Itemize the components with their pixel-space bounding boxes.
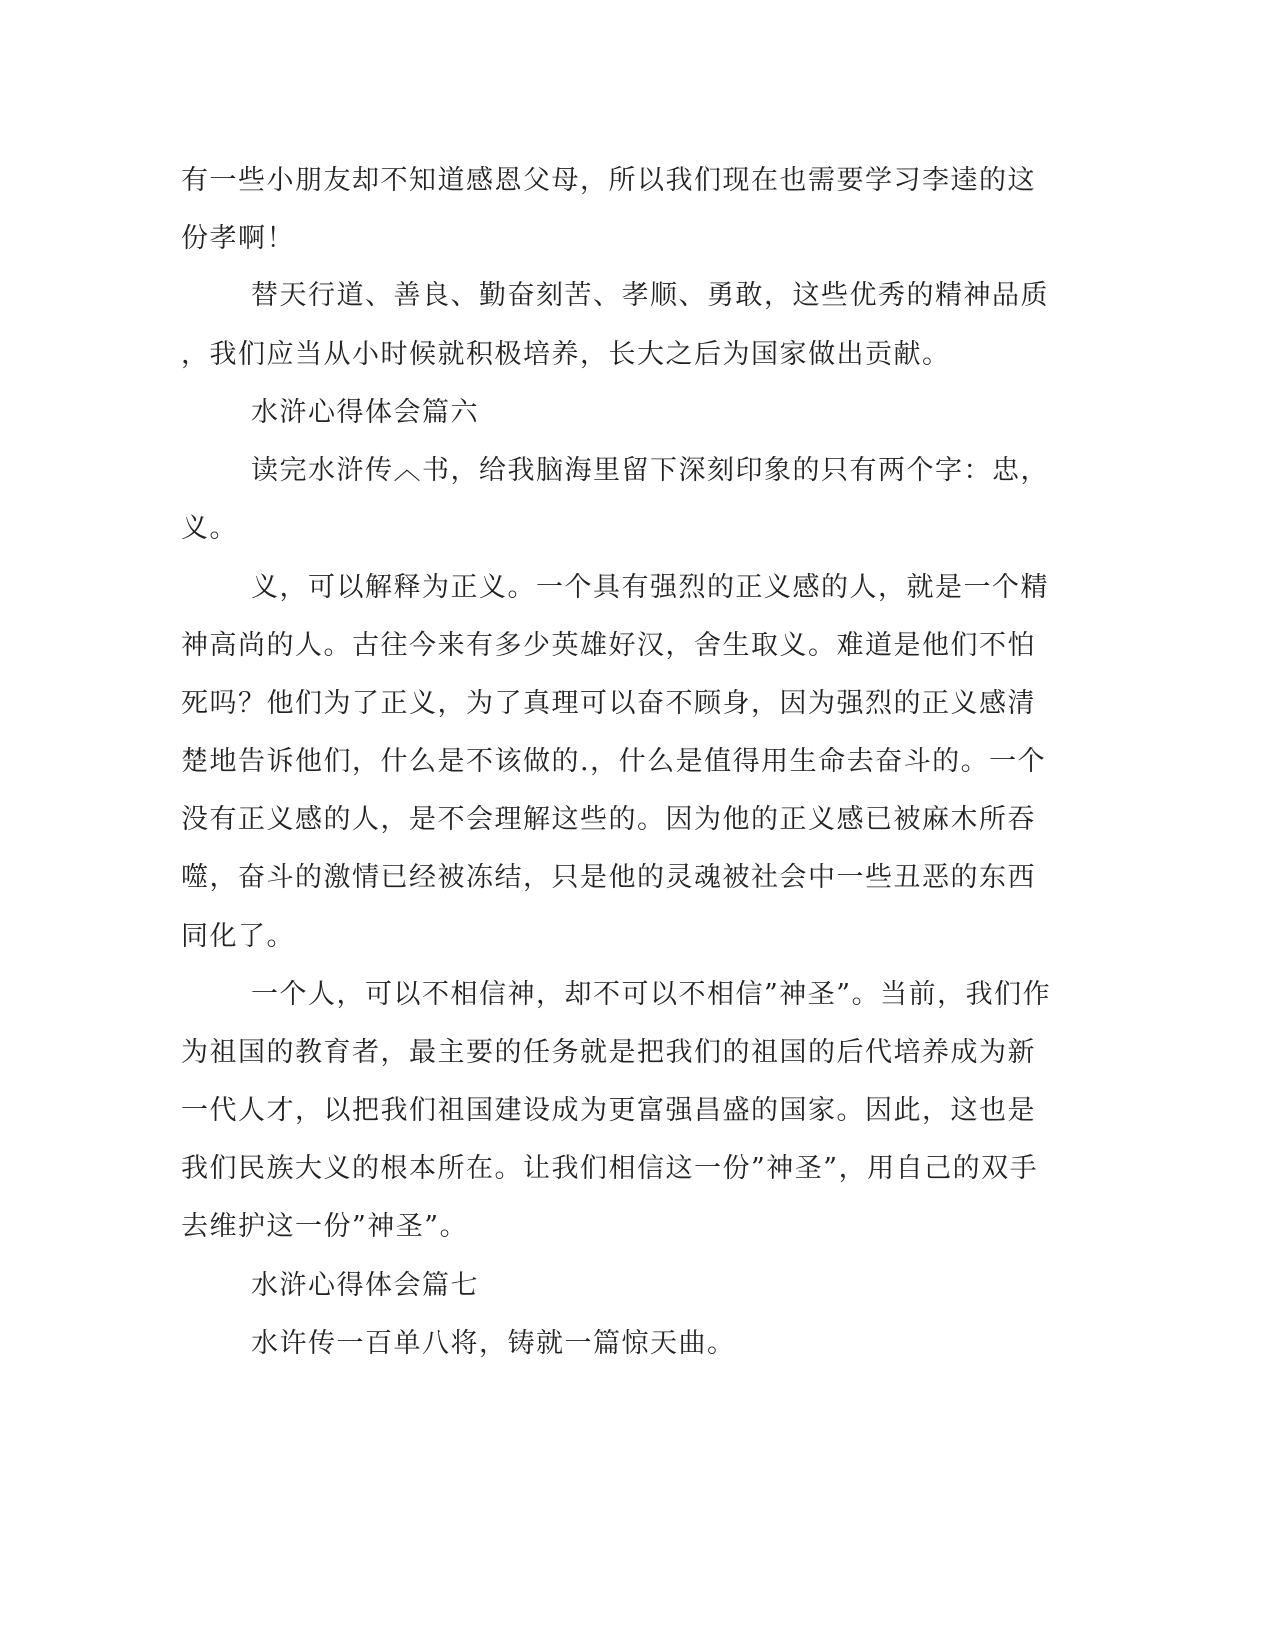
text-line: 读完水浒传︿书，给我脑海里留下深刻印象的只有两个字：忠， [251, 455, 1049, 486]
text-line: 死吗？他们为了正义，为了真理可以奋不顾身，因为强烈的正义感清 [181, 688, 1036, 719]
text-line: 楚地告诉他们，什么是不该做的.，什么是值得用生命去奋斗的。一个 [181, 746, 1047, 777]
text-line: 份孝啊！ [181, 223, 295, 254]
section-heading: 水浒心得体会篇七 [251, 1270, 479, 1301]
text-line: 义，可以解释为正义。一个具有强烈的正义感的人，就是一个精 [251, 572, 1049, 603]
text-line: 一代人才，以把我们祖国建设成为更富强昌盛的国家。因此，这也是 [181, 1095, 1036, 1126]
text-line: 义。 [181, 513, 238, 544]
text-line: 噬，奋斗的激情已经被冻结，只是他的灵魂被社会中一些丑恶的东西 [181, 862, 1036, 893]
text-line: ，我们应当从小时候就积极培养，长大之后为国家做出贡献。 [181, 339, 951, 370]
text-line: 一个人，可以不相信神，却不可以不相信”神圣”。当前，我们作 [251, 979, 1052, 1010]
text-line: 没有正义感的人，是不会理解这些的。因为他的正义感已被麻木所吞 [181, 804, 1036, 835]
text-line: 水许传一百单八将，铸就一篇惊天曲。 [251, 1328, 736, 1359]
text-line: 为祖国的教育者，最主要的任务就是把我们的祖国的后代培养成为新 [181, 1037, 1036, 1068]
text-line: 有一些小朋友却不知道感恩父母，所以我们现在也需要学习李逵的这 [181, 165, 1036, 196]
text-line: 去维护这一份”神圣”。 [181, 1211, 469, 1242]
text-line: 我们民族大义的根本所在。让我们相信这一份”神圣”，用自己的双手 [181, 1153, 1039, 1184]
text-line: 神高尚的人。古往今来有多少英雄好汉，舍生取义。难道是他们不怕 [181, 630, 1036, 661]
section-heading: 水浒心得体会篇六 [251, 397, 479, 428]
text-line: 替天行道、善良、勤奋刻苦、孝顺、勇敢，这些优秀的精神品质 [251, 280, 1049, 311]
text-line: 同化了。 [181, 921, 295, 952]
